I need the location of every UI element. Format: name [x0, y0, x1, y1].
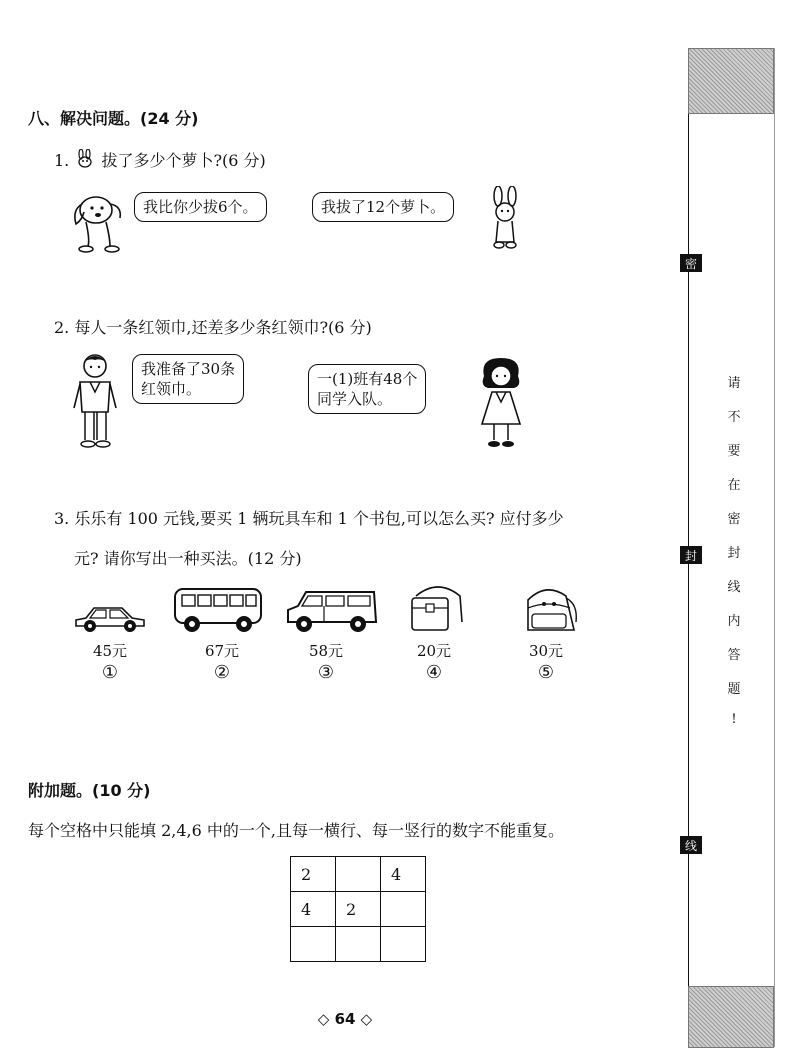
girl-icon: [476, 356, 526, 454]
hatch-block-bottom: [688, 986, 774, 1048]
diamond-icon: ◇: [360, 1010, 373, 1028]
question-3-line2: 元? 请你写出一种买法。(12 分): [74, 549, 302, 568]
question-3-line1: 3. 乐乐有 100 元钱,要买 1 辆玩具车和 1 个书包,可以怎么买? 应付多少: [54, 509, 564, 528]
question-2-prompt: 2. 每人一条红领巾,还差多少条红领巾?(6 分): [54, 318, 372, 337]
grid-cell[interactable]: [336, 927, 381, 962]
notice-char: 不: [727, 410, 741, 425]
notice-char: 密: [727, 512, 741, 527]
bag-icon: [408, 582, 468, 638]
notice-char: 答: [727, 648, 741, 663]
question-number: 1.: [54, 151, 70, 170]
question-text: 拔了多少个萝卜?(6 分): [101, 151, 266, 170]
notice-char: 封: [727, 546, 741, 561]
price-label: 45元: [92, 642, 128, 660]
seal-tag-feng: 封: [680, 546, 702, 564]
grid-cell[interactable]: 2: [336, 892, 381, 927]
bubble-text: 我比你少拔6个。: [143, 198, 258, 216]
grid-cell[interactable]: [291, 927, 336, 962]
boy-icon: [70, 352, 120, 454]
option-number: ④: [425, 662, 443, 683]
notice-char: !: [731, 712, 737, 727]
grid-cell[interactable]: [381, 892, 426, 927]
backpack-icon: [518, 582, 580, 638]
notice-char: 请: [727, 376, 741, 391]
speech-bubble-right: [312, 192, 454, 222]
speech-bubble-right: [308, 364, 426, 414]
option-number: ①: [101, 662, 119, 683]
grid-cell[interactable]: 2: [291, 857, 336, 892]
bubble-text-line1: 我准备了30条: [141, 360, 236, 378]
price-label: 67元: [204, 642, 240, 660]
option-number: ⑤: [537, 662, 555, 683]
price-label: 30元: [528, 642, 564, 660]
bubble-text-line2: 同学入队。: [317, 390, 393, 408]
notice-char: 线: [727, 580, 741, 595]
page-number: [0, 1010, 690, 1028]
price-label: 20元: [416, 642, 452, 660]
dog-icon: [70, 188, 130, 262]
option-number: ③: [317, 662, 335, 683]
price-label: 58元: [308, 642, 344, 660]
notice-char: 要: [727, 444, 741, 459]
bonus-heading: 附加题。(10 分): [28, 781, 151, 800]
grid-row: [291, 892, 426, 927]
grid-cell[interactable]: 4: [291, 892, 336, 927]
notice-char: 题: [727, 682, 741, 697]
speech-bubble-left: [134, 192, 267, 222]
bonus-instruction: 每个空格中只能填 2,4,6 中的一个,且每一横行、每一竖行的数字不能重复。: [28, 821, 564, 840]
grid-row: [291, 857, 426, 892]
speech-bubble-left: [132, 354, 244, 404]
option-number: ②: [213, 662, 231, 683]
question-1-prompt: [54, 148, 266, 175]
notice-char: 在: [727, 478, 741, 493]
seal-tag-mi: 密: [680, 254, 702, 272]
car-icon: [72, 598, 148, 638]
seal-tag-xian: 线: [680, 836, 702, 854]
number-grid: [290, 856, 426, 962]
page-number-value: 64: [334, 1010, 356, 1028]
bubble-text-line2: 红领巾。: [141, 380, 202, 398]
grid-cell[interactable]: [336, 857, 381, 892]
hatch-block-top: [688, 48, 774, 114]
bubble-text-line1: 一(1)班有48个: [317, 370, 418, 388]
bus-icon: [172, 586, 264, 638]
rabbit-icon: [74, 149, 96, 175]
grid-row: [291, 927, 426, 962]
section-heading: 八、解决问题。(24 分): [28, 109, 199, 128]
notice-char: 内: [727, 614, 741, 629]
bubble-text: 我拔了12个萝卜。: [321, 198, 446, 216]
rabbit-icon: [484, 186, 528, 256]
grid-cell[interactable]: [381, 927, 426, 962]
seal-notice: [724, 372, 744, 746]
diamond-icon: ◇: [317, 1010, 330, 1028]
grid-cell[interactable]: 4: [381, 857, 426, 892]
van-icon: [284, 584, 380, 638]
